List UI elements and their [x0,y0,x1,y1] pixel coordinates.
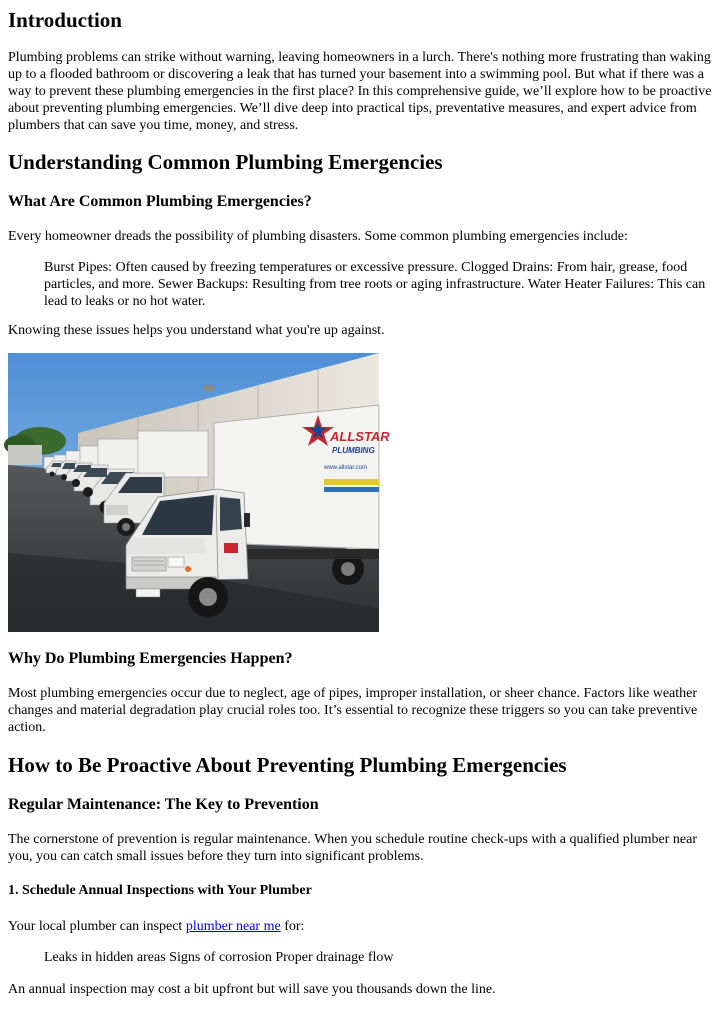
annual-inspections-paragraph [8,918,714,935]
truck-brand-text: ALLSTAR [330,429,390,444]
common-emergencies-heading: What Are Common Plumbing Emergencies? [8,193,312,210]
plumber-near-me-link[interactable]: plumber near me [185,919,281,934]
inspection-items-list: Leaks in hidden areas Signs of corrosion Proper drainage flow [44,950,394,965]
intro-heading: Introduction [8,8,122,32]
inspection-cost-paragraph: An annual inspection may cost a bit upfront but will save you thousands down the line. [8,982,496,997]
why-paragraph: Most plumbing emergencies occur due to neglect, age of pipes, improper installation, or sheer chance. Factors like weather changes and material degradation play crucial roles too. It’s essential to recognize these triggers so you can take preventive action. [8,686,698,735]
maintenance-paragraph: The cornerstone of prevention is regular maintenance. When you schedule routine check-ups with a qualified plumber near you, you can catch small issues before they turn into significant problems. [8,832,697,864]
proactive-heading: How to Be Proactive About Preventing Plumbing Emergencies [8,753,567,777]
common-emergencies-list: Burst Pipes: Often caused by freezing temperatures or excessive pressure. Clogged Drains: From hair, grease, food particles, and more. Sewer Backups: Resulting from tree roots or aging infrastructure. Water Heater Failures: This can lead to leaks or no hot water. [44,260,706,309]
maintenance-heading: Regular Maintenance: The Key to Prevention [8,796,319,813]
annual-text-after: for: [280,919,305,934]
common-emergencies-paragraph: Every homeowner dreads the possibility of plumbing disasters. Some common plumbing emergencies include: [8,229,628,244]
annual-text-before: Your local plumber can inspect [8,919,186,934]
annual-inspections-heading: 1. Schedule Annual Inspections with Your Plumber [8,883,312,898]
knowing-paragraph: Knowing these issues helps you understand what you're up against. [8,323,385,338]
truck-web-text: www.allstar.com [324,465,368,471]
plumbing-trucks-photo [8,353,390,632]
truck-sub-text: PLUMBING [332,446,375,455]
understanding-heading: Understanding Common Plumbing Emergencies [8,150,443,174]
intro-paragraph: Plumbing problems can strike without warning, leaving homeowners in a lurch. There's nothing more frustrating than waking up to a flooded bathroom or discovering a leak that has turned your basement into a swimming pool. But what if there was a way to prevent these plumbing emergencies in the first place? In this comprehensive guide, we’ll explore how to be proactive about preventing plumbing emergencies. We’ll dive deep into practical tips, preventative measures, and expert advice from plumbers that can save you time, money, and stress. [8,50,712,133]
why-heading: Why Do Plumbing Emergencies Happen? [8,650,293,667]
